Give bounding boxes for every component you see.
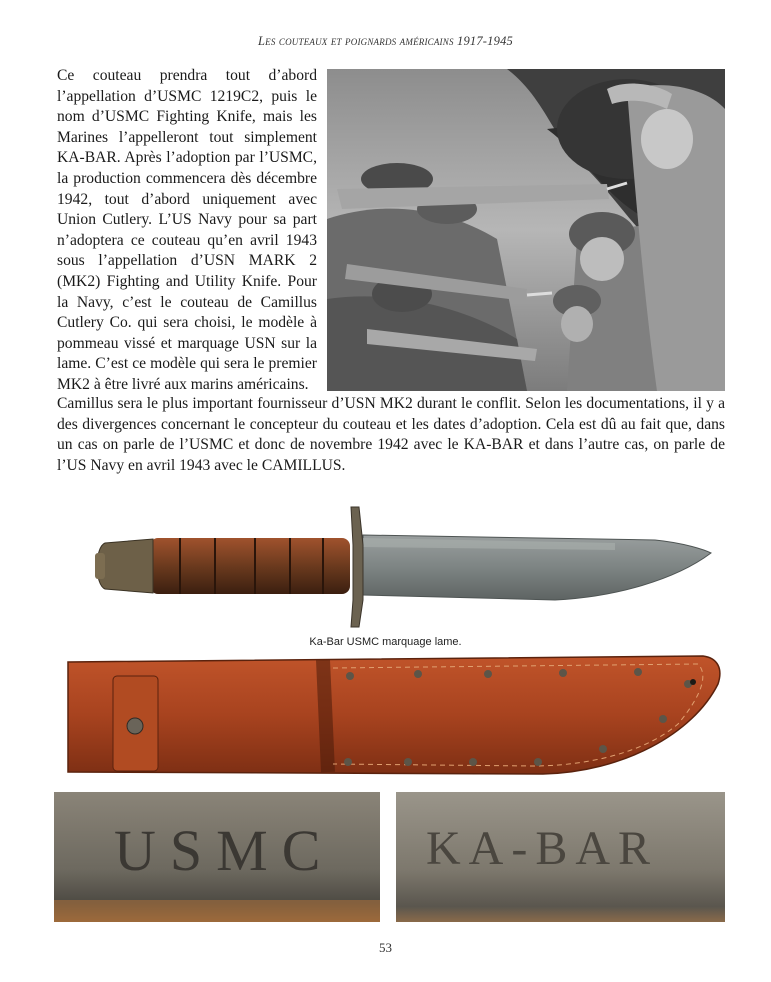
kabar-stamp-illustration: [396, 792, 725, 922]
soldiers-training-photo: [327, 69, 725, 391]
usmc-stamp-text: USMC: [114, 818, 335, 883]
sheath-illustration: [63, 654, 723, 784]
header-title: Les couteaux et poignards américains: [258, 34, 454, 48]
usmc-stamp-illustration: [54, 792, 380, 922]
leather-sheath-image: [63, 654, 723, 784]
running-header: [0, 34, 771, 49]
kabar-knife-image: [95, 505, 715, 630]
header-years: 1917-1945: [457, 34, 513, 48]
page-number: 53: [379, 940, 392, 955]
intro-paragraph: Ce couteau prendra tout d’abord l’appellation d’USMC 1219C2, puis le nom d’USMC Fighting Knife, mais les Marines l’appelleront tout simplement KA-BAR. Après l’adoption par l’USMC, la production commencera dès décembre 1942, tout d’abord uniquement avec Union Cutlery. L’US Navy pour sa part n’adoptera ce couteau qu’en avril 1943 sous l’appellation d’USN MARK 2 (MK2) Fighting and Utility Knife. Pour la Navy, c’est le couteau de Camillus Cutlery Co. qui sera choisi, le modèle à pommeau vissé et marquage USN sur la lame. C’est ce modèle qui sera le premier MK2 à être livré aux marins américains.: [57, 67, 317, 393]
usmc-stamp-closeup: [54, 792, 380, 922]
kabar-stamp-closeup: [396, 792, 725, 922]
continuation-paragraph: Camillus sera le plus important fournisseur d’USN MK2 durant le conflit. Selon les documentations, il y a des divergences concernant le concepteur du couteau et les dates d’adoption. Cela est dû au fait que, dans un cas on parle de l’USMC et donc de novembre 1942 avec le KA-BAR et dans l’autre cas, on parle de l’US Navy en avril 1943 avec le CAMILLUS.: [57, 395, 725, 474]
kabar-stamp-text: KA-BAR: [426, 822, 659, 875]
knife-caption: Ka-Bar USMC marquage lame.: [309, 636, 462, 648]
knife-illustration: [95, 505, 715, 630]
photo-illustration: [327, 69, 725, 391]
